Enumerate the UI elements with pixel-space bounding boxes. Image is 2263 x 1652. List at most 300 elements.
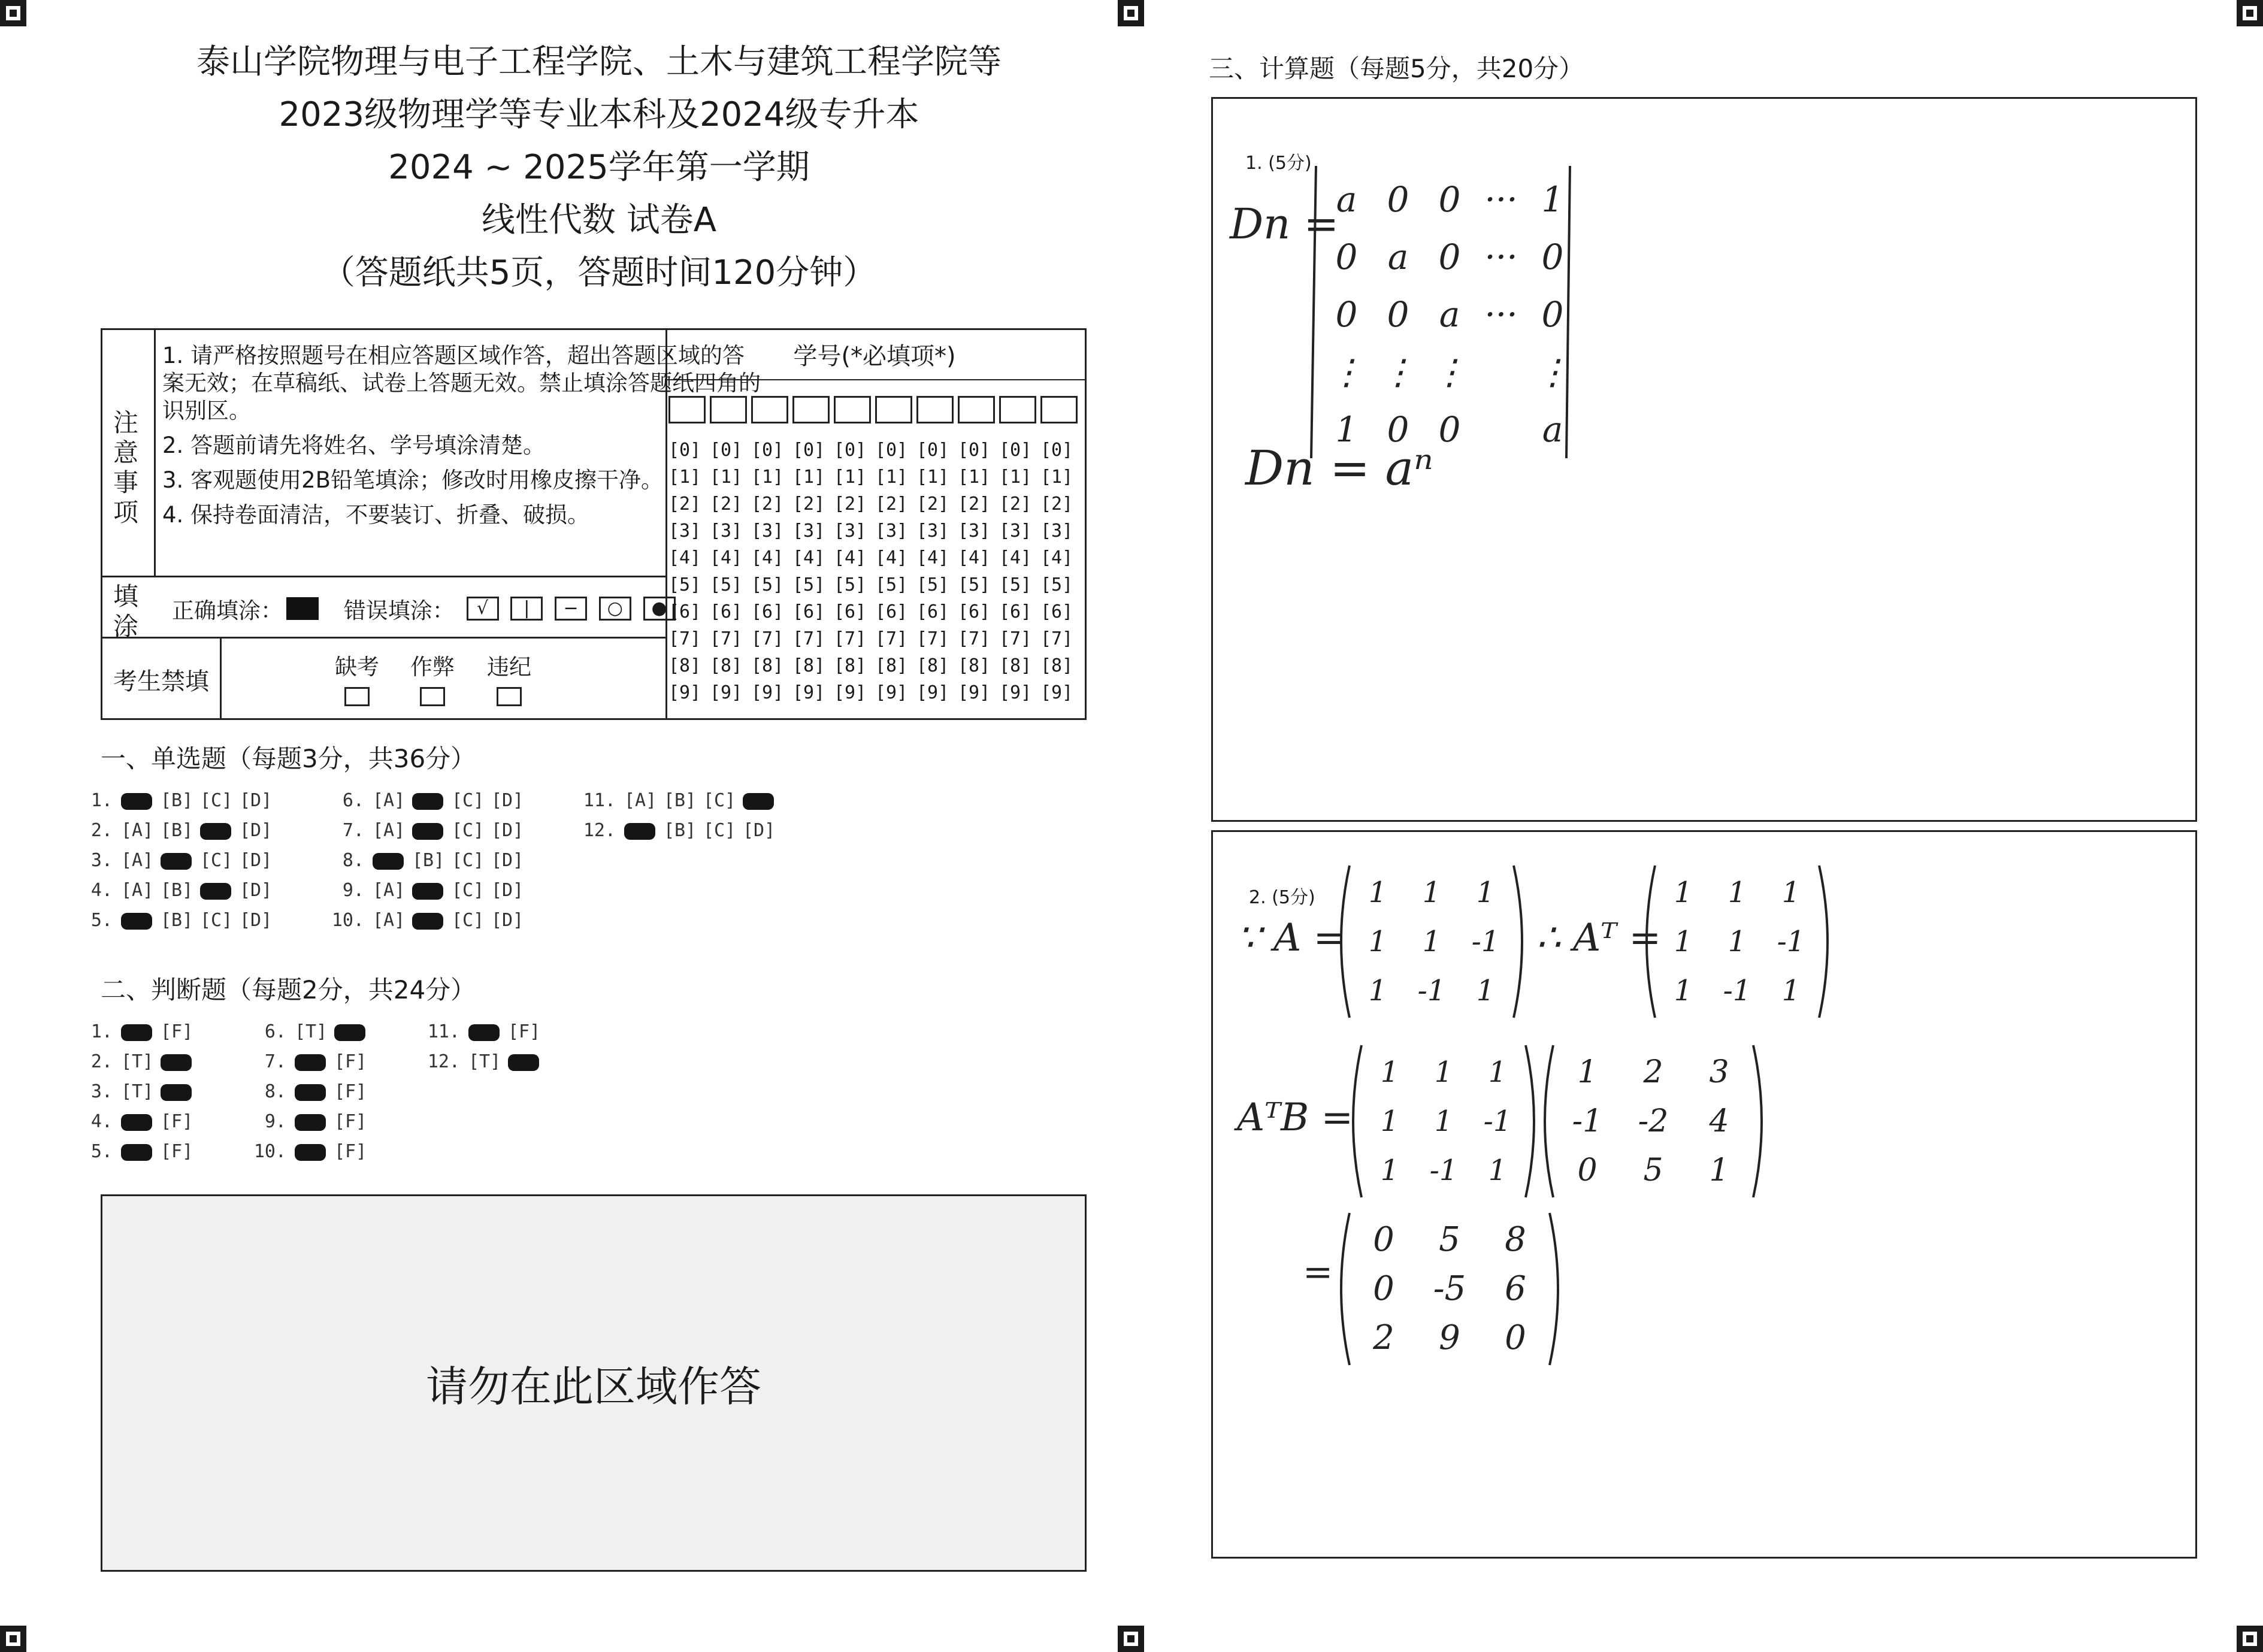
answer-row[interactable] xyxy=(77,1137,200,1167)
matrix-entry: a xyxy=(1387,237,1409,277)
option-bubble[interactable]: [D] xyxy=(491,850,524,871)
option-bubble[interactable]: [D] xyxy=(240,790,273,811)
option-bubble[interactable]: [B] xyxy=(161,790,193,811)
option-bubble[interactable]: [F] xyxy=(334,1081,367,1102)
student-id-bubble[interactable]: [2] xyxy=(958,494,991,515)
student-id-bubble[interactable]: [8] xyxy=(792,655,825,676)
option-bubble[interactable]: [C] xyxy=(200,850,233,871)
matrix-entry: 0 xyxy=(1373,1220,1394,1259)
student-id-bubble[interactable]: [4] xyxy=(792,547,825,568)
student-id-bubble[interactable]: [5] xyxy=(916,574,949,595)
q1-answer: Dn = aⁿ xyxy=(1245,440,1433,496)
answer-box-q1[interactable] xyxy=(1211,97,2197,822)
matrix-entry: 1 xyxy=(1727,876,1747,909)
q1-matrix xyxy=(1321,165,1578,464)
student-id-bubble[interactable]: [2] xyxy=(792,494,825,515)
student-id-bubble[interactable]: [4] xyxy=(958,547,991,568)
matrix-entry: 1 xyxy=(1422,876,1441,909)
student-id-bubble[interactable]: [0] xyxy=(834,440,867,461)
student-id-bubble[interactable]: [0] xyxy=(751,440,784,461)
answer-row[interactable] xyxy=(424,1047,547,1077)
option-bubble[interactable]: [C] xyxy=(452,880,485,901)
student-id-bubble[interactable]: [8] xyxy=(710,655,743,676)
student-id-bubble[interactable]: [1] xyxy=(668,467,701,488)
answer-box-q2[interactable] xyxy=(1211,830,2197,1559)
answer-row[interactable] xyxy=(77,1107,200,1137)
flag-absent[interactable]: 缺考 xyxy=(324,649,390,706)
student-id-bubble[interactable]: [4] xyxy=(1040,547,1073,568)
student-id-bubble[interactable]: [0] xyxy=(792,440,825,461)
matrix-entry: 1 xyxy=(1422,925,1441,958)
student-id-bubble[interactable]: [9] xyxy=(710,682,743,703)
filled-bubble[interactable] xyxy=(161,1084,192,1101)
student-id-bubble[interactable]: [3] xyxy=(958,521,991,541)
student-id-bubble[interactable]: [1] xyxy=(834,467,867,488)
filled-bubble[interactable] xyxy=(295,1084,326,1101)
matrix-entry: 1 xyxy=(1380,1055,1399,1089)
option-bubble[interactable]: [C] xyxy=(200,910,233,931)
answer-row[interactable] xyxy=(328,786,531,816)
student-id-bubble[interactable]: [1] xyxy=(958,467,991,488)
option-bubble[interactable]: [B] xyxy=(161,910,193,931)
corner-mark-top-left xyxy=(0,0,26,26)
student-id-bubble[interactable]: [9] xyxy=(958,682,991,703)
option-bubble[interactable]: [F] xyxy=(334,1051,367,1072)
question-number: 12. xyxy=(583,820,616,841)
student-id-bubble[interactable]: [9] xyxy=(1040,682,1073,703)
matrix-entry: 1 xyxy=(1488,1154,1507,1187)
answer-row[interactable] xyxy=(250,1077,374,1107)
student-id-bubble[interactable]: [4] xyxy=(751,547,784,568)
student-id-bubble[interactable]: [2] xyxy=(710,494,743,515)
header-info: （答题纸共5页，答题时间120分钟） xyxy=(321,253,877,292)
matrix-entry: 3 xyxy=(1709,1054,1729,1090)
matrix-entry: 0 xyxy=(1387,294,1409,335)
student-id-bubble[interactable]: [2] xyxy=(875,494,908,515)
student-id-bubble[interactable]: [5] xyxy=(999,574,1032,595)
correct-fill-label: 正确填涂： xyxy=(172,598,283,624)
option-bubble[interactable]: [D] xyxy=(240,850,273,871)
answer-row[interactable] xyxy=(580,816,782,846)
student-id-bubble[interactable]: [3] xyxy=(916,521,949,541)
student-id-bubble[interactable]: [6] xyxy=(792,601,825,622)
option-bubble[interactable]: [T] xyxy=(121,1081,154,1102)
question-number: 8. xyxy=(342,850,364,871)
option-bubble[interactable]: [A] xyxy=(373,910,406,931)
student-id-bubble[interactable]: [9] xyxy=(751,682,784,703)
student-id-bubble[interactable]: [9] xyxy=(999,682,1032,703)
option-bubble[interactable]: [C] xyxy=(452,850,485,871)
answer-row[interactable] xyxy=(424,1017,547,1047)
student-id-bubble[interactable]: [0] xyxy=(916,440,949,461)
rule-2: 2. 答题前请先将姓名、学号填涂清楚。 xyxy=(162,432,546,458)
answer-row[interactable] xyxy=(580,786,782,816)
student-id-bubble[interactable]: [9] xyxy=(916,682,949,703)
student-id-bubble[interactable]: [1] xyxy=(875,467,908,488)
question-number: 2. xyxy=(90,820,113,841)
matrix-entry: -1 xyxy=(1471,925,1500,958)
student-id-bubble[interactable]: [7] xyxy=(792,628,825,649)
option-bubble[interactable]: [D] xyxy=(491,790,524,811)
student-id-bubble[interactable]: [0] xyxy=(1040,440,1073,461)
corner-mark-bottom-left xyxy=(0,1626,26,1652)
option-bubble[interactable]: [F] xyxy=(161,1141,193,1162)
option-bubble[interactable]: [D] xyxy=(240,910,273,931)
student-id-bubble[interactable]: [1] xyxy=(1040,467,1073,488)
flag-cheating[interactable]: 作弊 xyxy=(400,649,465,706)
student-id-bubble[interactable]: [2] xyxy=(834,494,867,515)
option-bubble[interactable]: [T] xyxy=(121,1051,154,1072)
student-id-bubble[interactable]: [0] xyxy=(710,440,743,461)
student-id-bubble[interactable]: [4] xyxy=(834,547,867,568)
student-id-bubble[interactable]: [7] xyxy=(875,628,908,649)
wrong-mark-circle: ○ xyxy=(599,597,631,621)
option-bubble[interactable]: [A] xyxy=(121,880,154,901)
student-id-bubble[interactable]: [6] xyxy=(958,601,991,622)
student-id-bubble[interactable]: [8] xyxy=(751,655,784,676)
option-bubble[interactable]: [B] xyxy=(161,820,193,841)
wrong-fill-label: 错误填涂： xyxy=(343,598,455,624)
student-id-column[interactable] xyxy=(792,437,834,706)
matrix-entry: a xyxy=(1439,294,1460,335)
student-id-column[interactable] xyxy=(668,437,710,706)
option-bubble[interactable]: [C] xyxy=(703,790,736,811)
question-number: 6. xyxy=(342,790,364,811)
option-bubble[interactable]: [A] xyxy=(121,820,154,841)
student-id-column[interactable] xyxy=(710,437,751,706)
option-bubble[interactable]: [F] xyxy=(508,1021,541,1042)
matrix-entry: -1 xyxy=(1429,1154,1458,1187)
filled-bubble[interactable] xyxy=(295,1144,326,1161)
matrix-entry: 1 xyxy=(1434,1105,1453,1138)
filled-bubble[interactable] xyxy=(412,883,443,900)
question-number: 5. xyxy=(90,910,113,931)
option-bubble[interactable]: [F] xyxy=(334,1111,367,1132)
student-id-bubble[interactable]: [5] xyxy=(668,574,701,595)
option-bubble[interactable]: [T] xyxy=(295,1021,328,1042)
fill-example-row xyxy=(172,592,676,625)
option-bubble[interactable]: [C] xyxy=(452,820,485,841)
answer-row[interactable] xyxy=(250,1047,374,1077)
student-id-bubble[interactable]: [5] xyxy=(958,574,991,595)
student-id-bubble[interactable]: [1] xyxy=(916,467,949,488)
answer-row[interactable] xyxy=(77,1017,200,1047)
student-id-boxes[interactable] xyxy=(668,396,1082,423)
notice-panel xyxy=(101,328,1087,720)
student-id-bubble[interactable]: [7] xyxy=(751,628,784,649)
filled-bubble[interactable] xyxy=(412,793,443,810)
option-bubble[interactable]: [D] xyxy=(491,910,524,931)
matrix-entry: 1 xyxy=(1541,179,1564,220)
student-id-column[interactable] xyxy=(875,437,916,706)
student-id-bubble[interactable]: [9] xyxy=(875,682,908,703)
question-number: 9. xyxy=(264,1111,286,1132)
matrix-entry: 2 xyxy=(1643,1054,1663,1090)
student-id-bubble[interactable]: [0] xyxy=(875,440,908,461)
filled-bubble[interactable] xyxy=(121,1144,152,1161)
filled-bubble[interactable] xyxy=(468,1024,500,1041)
matrix-entry: -2 xyxy=(1638,1103,1669,1139)
option-bubble[interactable]: [D] xyxy=(240,880,273,901)
student-id-bubble[interactable]: [2] xyxy=(916,494,949,515)
option-bubble[interactable]: [A] xyxy=(624,790,657,811)
option-bubble[interactable]: [C] xyxy=(452,910,485,931)
matrix-entry: 1 xyxy=(1488,1055,1507,1089)
filled-bubble[interactable] xyxy=(200,883,231,900)
filled-bubble[interactable] xyxy=(295,1114,326,1131)
filled-bubble[interactable] xyxy=(161,1054,192,1071)
q2-matrix-A xyxy=(1333,862,1530,1021)
student-id-bubble[interactable]: [4] xyxy=(916,547,949,568)
flag-violation[interactable]: 违纪 xyxy=(476,649,542,706)
student-id-bubble[interactable]: [5] xyxy=(1040,574,1073,595)
option-bubble[interactable]: [B] xyxy=(664,790,697,811)
question-number: 4. xyxy=(90,880,113,901)
option-bubble[interactable]: [B] xyxy=(664,820,697,841)
matrix-entry: 4 xyxy=(1709,1103,1729,1139)
filled-bubble[interactable] xyxy=(508,1054,539,1071)
student-id-bubble[interactable]: [6] xyxy=(999,601,1032,622)
matrix-entry: ⋮ xyxy=(1432,352,1467,392)
student-id-column[interactable] xyxy=(751,437,792,706)
answer-row[interactable] xyxy=(250,1107,374,1137)
student-id-column[interactable] xyxy=(1040,437,1082,706)
student-id-column[interactable] xyxy=(834,437,875,706)
student-id-bubble[interactable]: [1] xyxy=(792,467,825,488)
student-id-bubble[interactable]: [9] xyxy=(792,682,825,703)
student-id-bubble[interactable]: [4] xyxy=(710,547,743,568)
student-id-bubble[interactable]: [8] xyxy=(958,655,991,676)
student-id-bubble[interactable]: [8] xyxy=(834,655,867,676)
filled-bubble[interactable] xyxy=(121,1114,152,1131)
answer-row[interactable] xyxy=(250,1017,374,1047)
matrix-entry: 1 xyxy=(1674,974,1693,1007)
answer-row[interactable] xyxy=(77,846,279,876)
student-id-bubble[interactable]: [3] xyxy=(1040,521,1073,541)
matrix-entry: 0 xyxy=(1438,179,1461,220)
option-bubble[interactable]: [B] xyxy=(161,880,193,901)
student-id-bubble[interactable]: [7] xyxy=(916,628,949,649)
student-id-column[interactable] xyxy=(958,437,999,706)
student-id-bubble[interactable]: [6] xyxy=(916,601,949,622)
answer-row[interactable] xyxy=(77,786,279,816)
student-id-bubble[interactable]: [7] xyxy=(1040,628,1073,649)
matrix-entry: -1 xyxy=(1417,974,1446,1007)
matrix-entry: -1 xyxy=(1572,1103,1603,1139)
student-id-bubble[interactable]: [8] xyxy=(999,655,1032,676)
no-answer-zone: 请勿在此区域作答 xyxy=(101,1194,1087,1572)
option-bubble[interactable]: [D] xyxy=(743,820,776,841)
student-id-title: 学号(*必填项*) xyxy=(793,343,956,370)
q2-A-label: ∵ A = xyxy=(1237,916,1346,960)
student-id-bubble[interactable]: [7] xyxy=(834,628,867,649)
student-id-bubble[interactable]: [7] xyxy=(958,628,991,649)
question-number: 3. xyxy=(90,850,113,871)
notice-label: 注意事项 xyxy=(113,408,138,527)
student-id-bubble[interactable]: [4] xyxy=(999,547,1032,568)
option-bubble[interactable]: [F] xyxy=(161,1111,193,1132)
matrix-entry: 1 xyxy=(1368,876,1387,909)
student-id-bubble[interactable]: [6] xyxy=(875,601,908,622)
matrix-entry: 1 xyxy=(1380,1105,1399,1138)
answer-row[interactable] xyxy=(77,1047,200,1077)
option-bubble[interactable]: [D] xyxy=(491,820,524,841)
option-bubble[interactable]: [A] xyxy=(373,790,406,811)
question-number: 8. xyxy=(264,1081,286,1102)
proctor-label: 考生禁填 xyxy=(113,668,209,695)
matrix-entry: 0 xyxy=(1505,1318,1526,1357)
matrix-entry: 1 xyxy=(1674,925,1693,958)
student-id-bubble[interactable]: [1] xyxy=(999,467,1032,488)
filled-bubble[interactable] xyxy=(743,793,774,810)
question-number: 5. xyxy=(90,1141,113,1162)
correct-fill-swatch xyxy=(286,597,319,620)
filled-bubble[interactable] xyxy=(121,913,152,930)
student-id-bubble[interactable]: [7] xyxy=(668,628,701,649)
option-bubble[interactable]: [B] xyxy=(412,850,445,871)
answer-row[interactable] xyxy=(77,1077,200,1107)
q1-matrix-name: Dn = xyxy=(1230,199,1339,249)
matrix-entry: 9 xyxy=(1439,1318,1460,1357)
option-bubble[interactable]: [D] xyxy=(491,880,524,901)
corner-mark-top-middle xyxy=(1118,0,1144,26)
filled-bubble[interactable] xyxy=(121,1024,152,1041)
filled-bubble[interactable] xyxy=(161,853,192,870)
student-id-bubble[interactable]: [0] xyxy=(999,440,1032,461)
matrix-entry: 1 xyxy=(1434,1055,1453,1089)
matrix-entry: ··· xyxy=(1484,294,1518,335)
option-bubble[interactable]: [A] xyxy=(121,850,154,871)
student-id-bubble[interactable]: [1] xyxy=(751,467,784,488)
student-id-bubble[interactable]: [0] xyxy=(958,440,991,461)
answer-row[interactable] xyxy=(77,906,279,936)
student-id-bubble[interactable]: [2] xyxy=(751,494,784,515)
q1-label: 1. (5分) xyxy=(1245,153,1312,174)
answer-row[interactable] xyxy=(250,1137,374,1167)
filled-bubble[interactable] xyxy=(121,793,152,810)
student-id-bubble[interactable]: [6] xyxy=(834,601,867,622)
student-id-bubble[interactable]: [5] xyxy=(751,574,784,595)
wrong-mark-dash: − xyxy=(555,597,587,621)
student-id-bubble[interactable]: [6] xyxy=(1040,601,1073,622)
filled-bubble[interactable] xyxy=(200,823,231,840)
corner-mark-top-right xyxy=(2237,0,2263,26)
student-id-bubble[interactable]: [3] xyxy=(999,521,1032,541)
student-id-bubble[interactable]: [8] xyxy=(1040,655,1073,676)
matrix-entry: ··· xyxy=(1484,179,1518,220)
matrix-entry: 0 xyxy=(1541,237,1564,277)
student-id-bubble[interactable]: [8] xyxy=(875,655,908,676)
filled-bubble[interactable] xyxy=(334,1024,365,1041)
student-id-bubble-grid[interactable] xyxy=(668,437,1082,706)
answer-row[interactable] xyxy=(77,876,279,906)
student-id-bubble[interactable]: [9] xyxy=(834,682,867,703)
matrix-entry: 0 xyxy=(1373,1269,1394,1308)
option-bubble[interactable]: [D] xyxy=(240,820,273,841)
student-id-bubble[interactable]: [4] xyxy=(668,547,701,568)
rule-3: 3. 客观题使用2B铅笔填涂；修改时用橡皮擦干净。 xyxy=(162,467,663,493)
option-bubble[interactable]: [F] xyxy=(334,1141,367,1162)
matrix-entry: 1 xyxy=(1781,876,1801,909)
student-id-bubble[interactable]: [8] xyxy=(916,655,949,676)
matrix-entry: 1 xyxy=(1709,1152,1729,1188)
filled-bubble[interactable] xyxy=(412,823,443,840)
option-bubble[interactable]: [A] xyxy=(373,820,406,841)
student-id-bubble[interactable]: [3] xyxy=(792,521,825,541)
student-id-bubble[interactable]: [7] xyxy=(999,628,1032,649)
matrix-entry: -1 xyxy=(1483,1105,1512,1138)
matrix-entry: 5 xyxy=(1439,1220,1460,1259)
student-id-bubble[interactable]: [2] xyxy=(668,494,701,515)
student-id-bubble[interactable]: [5] xyxy=(710,574,743,595)
student-id-column[interactable] xyxy=(916,437,958,706)
question-number: 6. xyxy=(264,1021,286,1042)
matrix-entry: 8 xyxy=(1505,1220,1526,1259)
matrix-entry: 2 xyxy=(1373,1318,1394,1357)
student-id-bubble[interactable]: [3] xyxy=(668,521,701,541)
option-bubble[interactable]: [A] xyxy=(373,880,406,901)
student-id-bubble[interactable]: [6] xyxy=(668,601,701,622)
student-id-bubble[interactable]: [0] xyxy=(668,440,701,461)
student-id-column[interactable] xyxy=(999,437,1040,706)
student-id-bubble[interactable]: [5] xyxy=(792,574,825,595)
student-id-bubble[interactable]: [6] xyxy=(710,601,743,622)
matrix-entry: 0 xyxy=(1335,294,1358,335)
matrix-entry: 0 xyxy=(1335,237,1358,277)
student-id-bubble[interactable]: [2] xyxy=(999,494,1032,515)
section3-title: 三、计算题（每题5分，共20分） xyxy=(1209,54,1584,83)
answer-row[interactable] xyxy=(77,816,279,846)
student-id-bubble[interactable]: [5] xyxy=(875,574,908,595)
student-id-bubble[interactable]: [3] xyxy=(751,521,784,541)
answer-row[interactable] xyxy=(328,816,531,846)
student-id-bubble[interactable]: [6] xyxy=(751,601,784,622)
option-bubble[interactable]: [T] xyxy=(468,1051,501,1072)
student-id-bubble[interactable]: [4] xyxy=(875,547,908,568)
option-bubble[interactable]: [C] xyxy=(703,820,736,841)
answer-row[interactable] xyxy=(328,876,531,906)
q2-label: 2. (5分) xyxy=(1249,887,1315,908)
filled-bubble[interactable] xyxy=(624,823,655,840)
student-id-bubble[interactable]: [3] xyxy=(710,521,743,541)
matrix-entry: 1 xyxy=(1335,409,1358,450)
matrix-entry: a xyxy=(1336,179,1357,220)
question-number: 7. xyxy=(264,1051,286,1072)
matrix-entry: 5 xyxy=(1643,1152,1663,1188)
student-id-bubble[interactable]: [5] xyxy=(834,574,867,595)
header-subject: 线性代数 试卷A xyxy=(481,201,717,240)
answer-row[interactable] xyxy=(328,846,531,876)
option-bubble[interactable]: [C] xyxy=(452,790,485,811)
student-id-bubble[interactable]: [8] xyxy=(668,655,701,676)
q2-matrix-result xyxy=(1333,1209,1566,1369)
student-id-bubble[interactable]: [9] xyxy=(668,682,701,703)
corner-mark-bottom-middle xyxy=(1118,1626,1144,1652)
matrix-entry: 0 xyxy=(1438,237,1461,277)
matrix-entry: 1 xyxy=(1674,876,1693,909)
filled-bubble[interactable] xyxy=(412,913,443,930)
filled-bubble[interactable] xyxy=(373,853,404,870)
student-id-bubble[interactable]: [7] xyxy=(710,628,743,649)
student-id-bubble[interactable]: [3] xyxy=(875,521,908,541)
student-id-bubble[interactable]: [2] xyxy=(1040,494,1073,515)
filled-bubble[interactable] xyxy=(295,1054,326,1071)
student-id-bubble[interactable]: [1] xyxy=(710,467,743,488)
answer-row[interactable] xyxy=(328,906,531,936)
option-bubble[interactable]: [C] xyxy=(200,790,233,811)
student-id-bubble[interactable]: [3] xyxy=(834,521,867,541)
option-bubble[interactable]: [F] xyxy=(161,1021,193,1042)
